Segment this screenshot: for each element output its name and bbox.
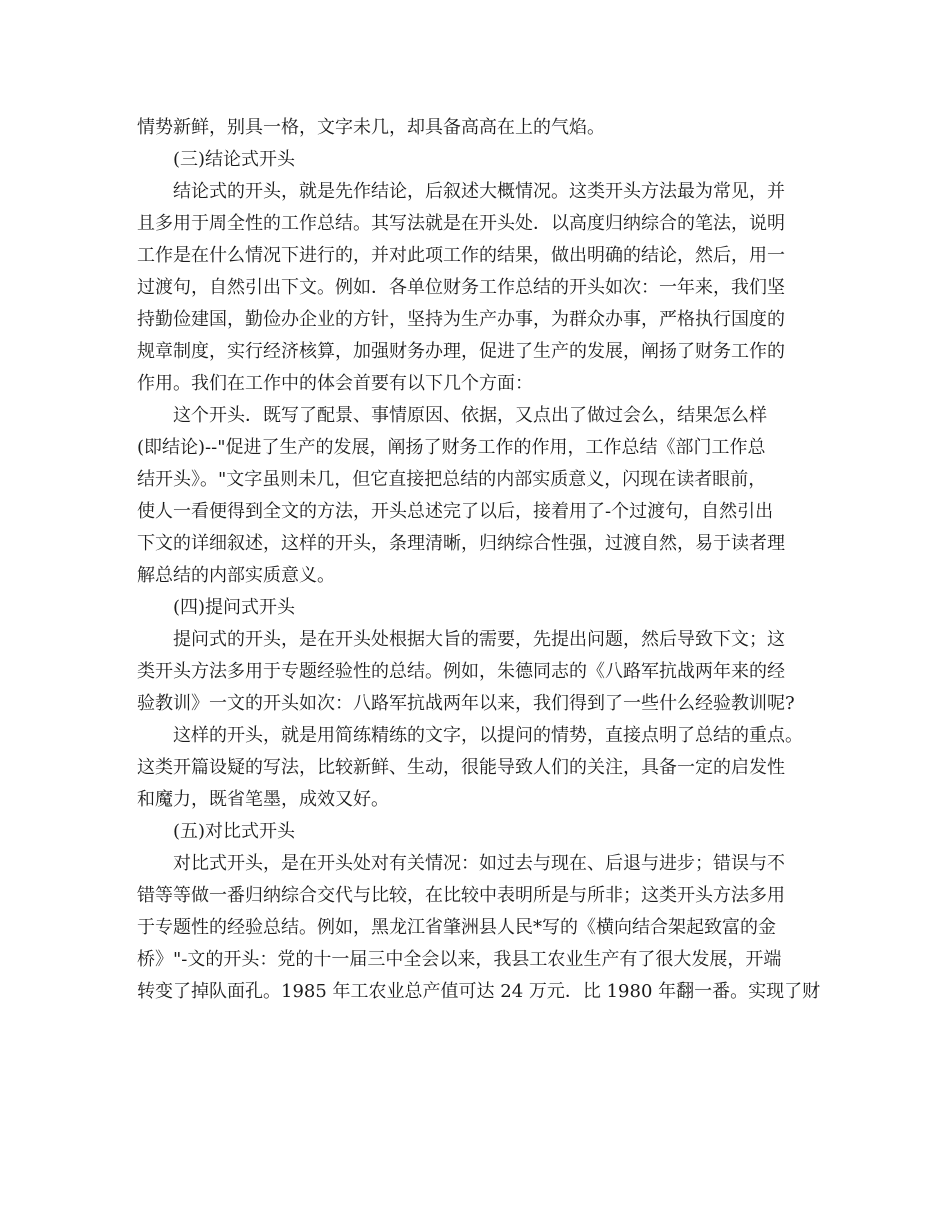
text-line: 使人一看便得到全文的方法，开头总述完了以后，接着用了-个过渡句，自然引出: [137, 501, 774, 522]
text-line: 持勤俭建国，勤俭办企业的方针，坚持为生产办事，为群众办事，严格执行国度的: [137, 309, 785, 330]
text-line: 规章制度，实行经济核算，加强财务办理，促进了生产的发展，阐扬了财务工作的: [137, 341, 785, 362]
text-line: 解总结的内部实质意义。: [137, 565, 335, 586]
text-line: 类开头方法多用于专题经验性的总结。例如，朱德同志的《八路军抗战两年来的经: [137, 661, 785, 682]
text-line: 工作是在什么情况下进行的，并对此项工作的结果，做出明确的结论，然后，用一: [137, 245, 785, 266]
text-line: 作用。我们在工作中的体会首要有以下几个方面：: [137, 373, 533, 394]
text-line: 错等等做一番归纳综合交代与比较，在比较中表明所是与所非；这类开头方法多用: [137, 885, 785, 906]
text-line: 对比式开头，是在开头处对有关情况：如过去与现在、后退与进步；错误与不: [173, 853, 785, 874]
text-line: (四)提问式开头: [173, 597, 296, 618]
text-line: 这类开篇设疑的写法，比较新鲜、生动，很能导致人们的关注，具备一定的启发性: [137, 757, 785, 778]
text-line: 桥》"-文的开头：党的十一届三中全会以来，我县工农业生产有了很大发展，开端: [137, 949, 782, 970]
text-line: 情势新鲜，别具一格，文字未几，却具备高高在上的气焰。: [137, 117, 605, 138]
text-line: 这样的开头，就是用简练精练的文字，以提问的情势，直接点明了总结的重点。: [173, 725, 803, 746]
text-line: 和魔力，既省笔墨，成效又好。: [137, 789, 389, 810]
document-body: [137, 112, 827, 1008]
text-line: 于专题性的经验总结。例如，黑龙江省肇洲县人民*写的《横向结合架起致富的金: [137, 917, 776, 938]
text-line: 结论式的开头，就是先作结论，后叙述大概情况。这类开头方法最为常见，并: [173, 181, 785, 202]
text-line: 转变了掉队面孔。1985 年工农业总产值可达 24 万元．比 1980 年翻一番。实现了财: [137, 981, 821, 1002]
text-line: (即结论)--"促进了生产的发展，阐扬了财务工作的作用，工作总结《部门工作总: [137, 437, 766, 458]
text-line: 过渡句，自然引出下文。例如．各单位财务工作总结的开头如次：一年来，我们坚: [137, 277, 785, 298]
text-line: 且多用于周全性的工作总结。其写法就是在开头处．以高度归纳综合的笔法，说明: [137, 213, 785, 234]
text-line: 这个开头．既写了配景、事情原因、依据，又点出了做过会么，结果怎么样: [173, 405, 767, 426]
text-line: (五)对比式开头: [173, 821, 296, 842]
text-line: 验教训》一文的开头如次：八路军抗战两年以来，我们得到了一些什么经验教训呢?: [137, 693, 795, 714]
text-line: 结开头》。"文字虽则未几，但它直接把总结的内部实质意义，闪现在读者眼前，: [137, 469, 767, 490]
text-line: 提问式的开头，是在开头处根据大旨的需要，先提出问题，然后导致下文；这: [173, 629, 785, 650]
text-line: 下文的详细叙述，这样的开头，条理清晰，归纳综合性强，过渡自然，易于读者理: [137, 533, 785, 554]
text-line: (三)结论式开头: [173, 149, 296, 170]
